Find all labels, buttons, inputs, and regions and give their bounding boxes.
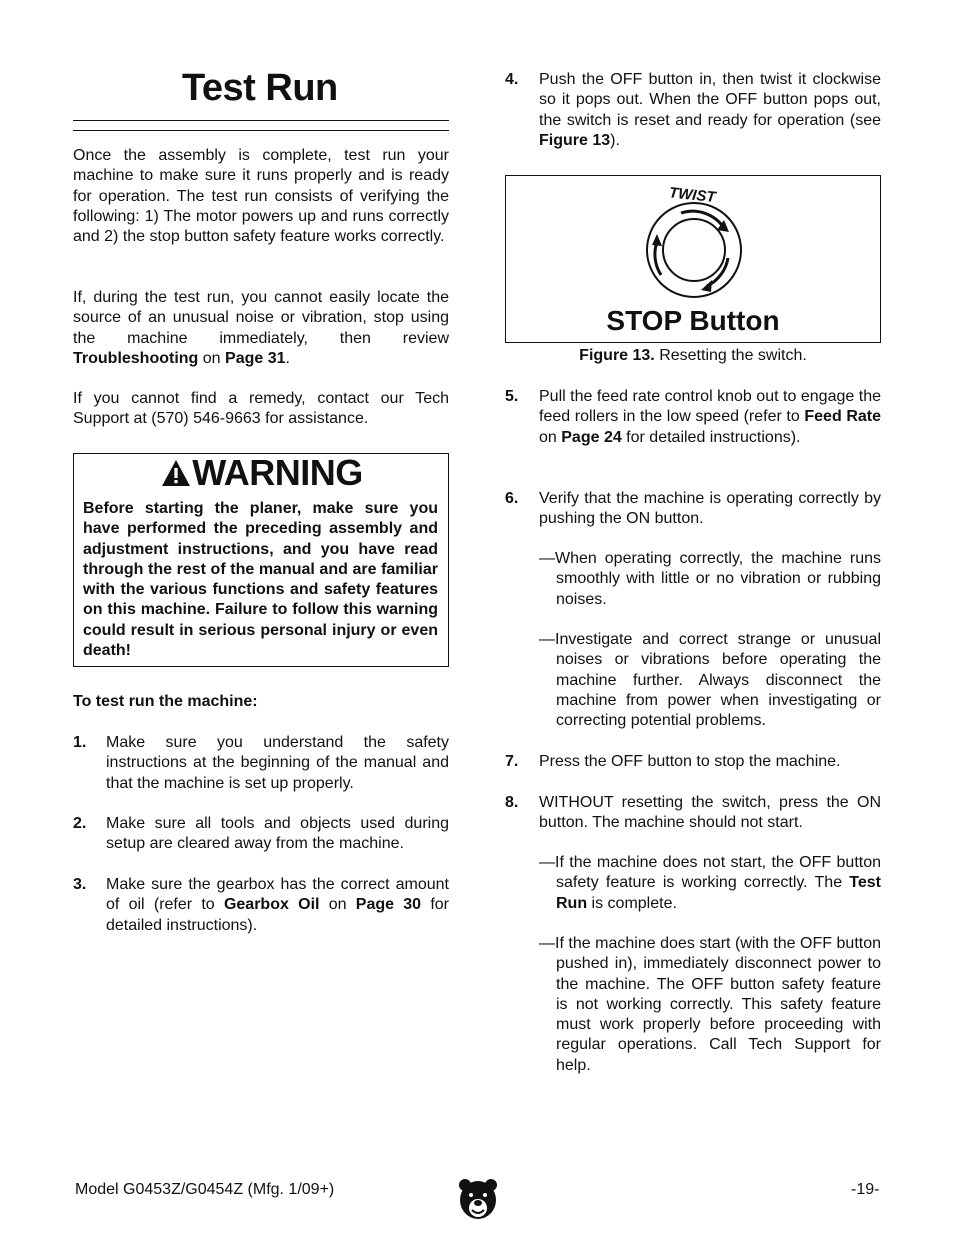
figure-13-caption: Figure 13. Resetting the switch. xyxy=(579,347,807,364)
step-1-number: 1. xyxy=(73,734,87,751)
step-6-text: Verify that the machine is operating correctly by pushing the ON button. xyxy=(539,490,881,528)
step-8-note-2: —If the machine does start (with the OFF button pushed in), immediately disconnect power to the machine. The OFF button safety feature is not working correctly. This safety feature must work properly before proceeding with regular operations. Call Tech Support for help. xyxy=(539,935,881,1074)
step-5-text: Pull the feed rate control knob out to engage the feed rollers in the low speed (refer to Feed Rate on Page 24 for detailed instructions). xyxy=(539,388,881,446)
bear-logo-icon xyxy=(458,1178,498,1222)
troubleshooting-ref: Troubleshooting xyxy=(73,349,199,367)
intro-paragraph-2: If, during the test run, you cannot easily locate the source of an unusual noise or vibration, stop using the machine immediately, then review Troubleshooting on Page 31. xyxy=(73,289,449,367)
step-6-number: 6. xyxy=(505,490,519,507)
warning-body: Before starting the planer, make sure you have performed the preceding assembly and adjustment instructions, and you have read through the rest of the manual and are familiar with the various functions and safety features on this machine. Failure to follow this warning could result in serious personal injury or even death! xyxy=(83,500,438,660)
step-5-number: 5. xyxy=(505,388,519,405)
step-6-note-2: —Investigate and correct strange or unusual noises or vibrations before operating the machine further. Always disconnect the machine from power when investigating or correcting potential problems. xyxy=(539,631,881,730)
step-2-text: Make sure all tools and objects used during setup are cleared away from the machine. xyxy=(106,815,449,853)
step-8-note-1: —If the machine does not start, the OFF button safety feature is working correctly. The Test Run is complete. xyxy=(539,854,881,912)
page-24-ref: Page 24 xyxy=(561,428,622,446)
warning-heading xyxy=(82,451,442,493)
feed-rate-ref: Feed Rate xyxy=(804,408,881,426)
step-2-number: 2. xyxy=(73,815,87,832)
stop-button-label: STOP Button xyxy=(606,305,780,336)
twist-knob-illustration xyxy=(635,180,755,305)
page-title: Test Run xyxy=(182,67,338,109)
step-4-number: 4. xyxy=(505,71,519,88)
step-7-text: Press the OFF button to stop the machine. xyxy=(539,753,841,770)
twist-label: TWIST xyxy=(668,184,717,207)
footer-page-number: -19- xyxy=(851,1181,880,1198)
step-6-note-1: —When operating correctly, the machine runs smoothly with little or no vibration or rubbing noises. xyxy=(539,550,881,608)
step-3-text: Make sure the gearbox has the correct amount of oil (refer to Gearbox Oil on Page 30 for detailed instructions). xyxy=(106,876,450,934)
title-rule-bottom xyxy=(73,130,449,131)
page-30-ref: Page 30 xyxy=(355,896,422,914)
steps-heading: To test run the machine: xyxy=(73,693,258,710)
step-7-number: 7. xyxy=(505,753,519,770)
intro-paragraph-3: If you cannot find a remedy, contact our Tech Support at (570) 546-9663 for assistance. xyxy=(73,390,449,428)
gearbox-oil-ref: Gearbox Oil xyxy=(223,896,320,914)
page-31-ref: Page 31 xyxy=(225,349,286,367)
test-run-ref: Test Run xyxy=(556,874,881,912)
step-8-number: 8. xyxy=(505,794,519,811)
warning-word: WARNING xyxy=(192,451,363,493)
step-1-text: Make sure you understand the safety instructions at the beginning of the manual and that the machine is set up properly. xyxy=(106,734,449,792)
step-3-number: 3. xyxy=(73,876,87,893)
figure-13-ref: Figure 13 xyxy=(539,131,611,149)
step-8-text: WITHOUT resetting the switch, press the ON button. The machine should not start. xyxy=(539,794,881,832)
step-4-text: Push the OFF button in, then twist it clockwise so it pops out. When the OFF button pops out, the switch is reset and ready for operation (see Figure 13). xyxy=(539,71,881,149)
intro-paragraph-1: Once the assembly is complete, test run your machine to make sure it runs properly and is ready for operation. The test run consists of verifying the following: 1) The motor powers up and runs correctly and 2) the stop button safety feature works correctly. xyxy=(73,147,449,246)
title-rule-top xyxy=(73,120,449,121)
warning-triangle-icon xyxy=(161,458,191,488)
footer-model: Model G0453Z/G0454Z (Mfg. 1/09+) xyxy=(75,1181,335,1198)
